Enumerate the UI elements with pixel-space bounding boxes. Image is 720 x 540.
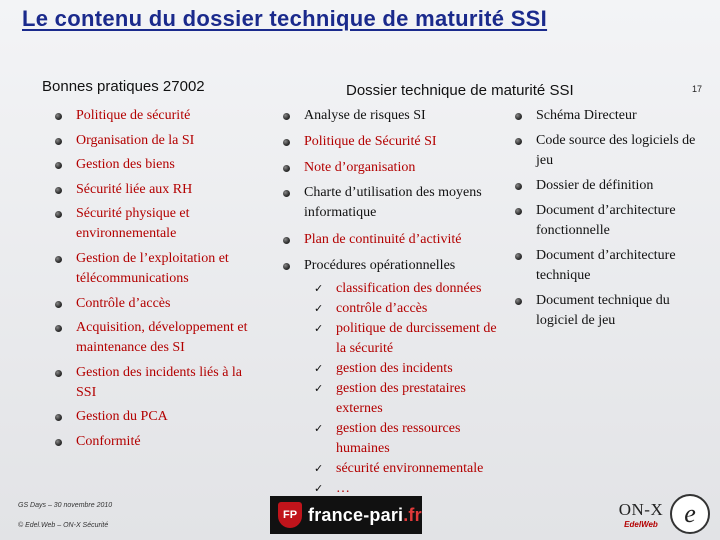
footer-event: GS Days – 30 novembre 2010 — [18, 502, 113, 509]
page-number: 17 — [692, 84, 703, 94]
bullet-icon — [55, 187, 62, 194]
bullet-icon — [55, 414, 62, 421]
footer-copyright: © Edel.Web – ON-X Sécurité — [18, 522, 109, 529]
sub-list-item: ✓ gestion des ressources humaines — [314, 421, 461, 456]
list-item: Politique de sécurité — [52, 106, 252, 126]
sub-list-item: ✓ … — [312, 479, 505, 499]
col1-heading: Bonnes pratiques 27002 — [42, 78, 205, 95]
sub-list-item: ✓ gestion des incidents — [312, 359, 505, 379]
list-item: Gestion des incidents liés à la SSI — [52, 363, 252, 403]
list-item: Procédures opérationnelles ✓ classification des données ✓ contrôle d’accès ✓ politique de durcissement de la sécurité ✓ gestion des incidents ✓ gestion des prestataires externes ✓ gestion des ressources humaines ✓ sécurité environnementale ✓ … — [280, 256, 505, 499]
bullet-icon — [515, 253, 522, 260]
edelweb-e-icon: e — [670, 494, 710, 534]
checkmark-icon: ✓ — [314, 422, 324, 435]
france-pari-logo: FP france-pari.fr — [270, 496, 422, 534]
france-pari-shield-icon: FP — [278, 502, 302, 528]
bullet-icon — [55, 301, 62, 308]
sub-list-item: ✓ politique de durcissement de la sécurité — [314, 321, 497, 356]
sub-list-item: ✓ classification des données — [312, 279, 505, 299]
sub-list-item: ✓ contrôle d’accès — [312, 299, 505, 319]
list-item: Document technique du logiciel de jeu — [512, 291, 712, 331]
col1-list — [52, 106, 252, 457]
list-item: Code source des logiciels de jeu — [512, 131, 712, 171]
bullet-icon — [515, 298, 522, 305]
bullet-icon — [515, 208, 522, 215]
onx-logo: ON-X EdelWeb — [618, 499, 664, 529]
slide-title: Le contenu du dossier technique de maturité SSI — [22, 6, 548, 31]
col3-list — [512, 106, 712, 336]
bullet-icon — [55, 370, 62, 377]
list-item: Sécurité physique et environnementale — [52, 204, 252, 244]
list-item: Charte d’utilisation des moyens informatique — [280, 183, 505, 223]
bullet-icon — [283, 165, 290, 172]
list-item: Organisation de la SI — [52, 131, 252, 151]
list-item: Dossier de définition — [512, 176, 712, 196]
checkmark-icon: ✓ — [314, 282, 324, 295]
checkmark-icon: ✓ — [314, 322, 324, 335]
list-item: Gestion des biens — [52, 155, 252, 175]
bullet-icon — [515, 113, 522, 120]
list-item: Sécurité liée aux RH — [52, 180, 252, 200]
bullet-icon — [55, 439, 62, 446]
bullet-icon — [283, 139, 290, 146]
list-item: Politique de Sécurité SI — [280, 132, 505, 152]
list-item: Document d’architecture fonctionnelle — [512, 201, 712, 241]
bullet-icon — [55, 162, 62, 169]
bullet-icon — [55, 325, 62, 332]
bullet-icon — [283, 190, 290, 197]
list-item: Schéma Directeur — [512, 106, 712, 126]
list-item: Acquisition, développement et maintenance des SI — [52, 318, 252, 358]
checkmark-icon: ✓ — [314, 302, 324, 315]
col2-heading: Dossier technique de maturité SSI — [346, 82, 574, 99]
list-item: Note d’organisation — [280, 158, 505, 178]
procedures-sublist — [312, 279, 505, 499]
list-item: Document d’architecture technique — [512, 246, 712, 286]
checkmark-icon: ✓ — [314, 482, 324, 495]
col2-list — [280, 106, 505, 499]
bullet-icon — [283, 237, 290, 244]
list-item: Plan de continuité d’activité — [280, 230, 505, 250]
bullet-icon — [515, 183, 522, 190]
checkmark-icon: ✓ — [314, 362, 324, 375]
bullet-icon — [55, 113, 62, 120]
list-item: Analyse de risques SI — [280, 106, 505, 126]
list-item: Conformité — [52, 432, 252, 452]
checkmark-icon: ✓ — [314, 462, 324, 475]
list-item: Gestion de l’exploitation et télécommunications — [52, 249, 252, 289]
sub-list-item: ✓ sécurité environnementale — [312, 459, 505, 479]
sub-list-item: ✓ gestion des prestataires externes — [314, 381, 466, 416]
bullet-icon — [283, 263, 290, 270]
list-item: Gestion du PCA — [52, 407, 252, 427]
bullet-icon — [515, 138, 522, 145]
bullet-icon — [55, 138, 62, 145]
bullet-icon — [55, 256, 62, 263]
list-item: Contrôle d’accès — [52, 294, 252, 314]
checkmark-icon: ✓ — [314, 382, 324, 395]
bullet-icon — [55, 211, 62, 218]
bullet-icon — [283, 113, 290, 120]
